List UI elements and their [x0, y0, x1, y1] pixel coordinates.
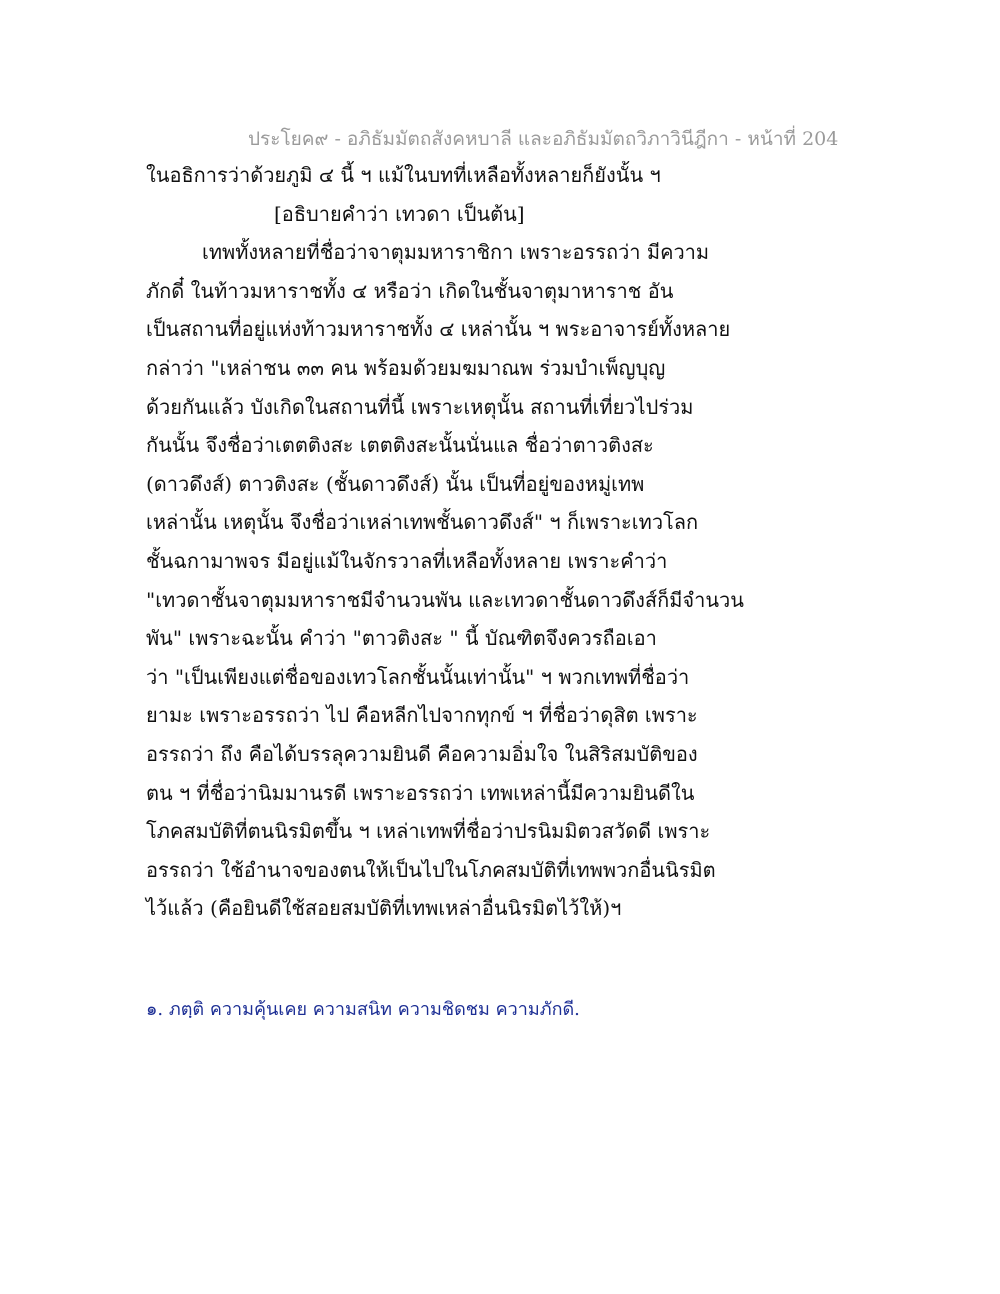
text-line: ยามะ เพราะอรรถว่า ไป คือหลีกไปจากทุกข์ ฯ ที่ชื่อว่าดุสิต เพราะ	[146, 703, 698, 728]
text-line: ไว้แล้ว (คือยินดีใช้สอยสมบัติที่เทพเหล่าอื่นนิรมิตไว้ให้)ฯ	[146, 896, 622, 921]
text-line: ตน ฯ ที่ชื่อว่านิมมานรดี เพราะอรรถว่า เทพเหล่านี้มีความยินดีใน	[146, 780, 695, 805]
text-line: ชั้นฉกามาพจร มีอยู่แม้ในจักรวาลที่เหลือทั้งหลาย เพราะคำว่า	[146, 548, 668, 573]
text-line: กล่าว่า "เหล่าชน ๓๓ คน พร้อมด้วยมฆมาณพ ร่วมบำเพ็ญบุญ	[146, 355, 666, 380]
text-line: ภักดี๋ ในท้าวมหาราชทั้ง ๔ หรือว่า เกิดในชั้นจาตุมาหาราช อัน	[146, 278, 674, 303]
text-line: ในอธิการว่าด้วยภูมิ ๔ นี้ ฯ แม้ในบทที่เหลือทั้งหลายก็ยังนั้น ฯ	[146, 163, 661, 187]
running-header: ประโยค๙ - อภิธัมมัตถสังคหบาลี และอภิธัมมัตถวิภาวินีฎีกา - หน้าที่ 204	[248, 128, 839, 150]
text-line: โภคสมบัติที่ตนนิรมิตขึ้น ฯ เหล่าเทพที่ชื่อว่าปรนิมมิตวสวัดดี เพราะ	[146, 819, 711, 844]
text-line: อรรถว่า ใช้อำนาจของตนให้เป็นไปในโภคสมบัติที่เทพพวกอื่นนิรมิต	[146, 857, 716, 882]
text-line: ว่า "เป็นเพียงแต่ชื่อของเทวโลกชั้นนั้นเท่านั้น" ฯ พวกเทพที่ชื่อว่า	[146, 664, 690, 689]
text-line: อรรถว่า ถึง คือได้บรรลุความยินดี คือความอิ่มใจ ในสิริสมบัติของ	[146, 741, 698, 766]
section-subheading: [อธิบายคำว่า เทวดา เป็นต้น]	[274, 201, 525, 226]
text-line: กันนั้น จึงชื่อว่าเตตติงสะ เตตติงสะนั้นนั่นแล ชื่อว่าตาวติงสะ	[146, 433, 654, 458]
text-line: "เทวดาชั้นจาตุมมหาราชมีจำนวนพัน และเทวดาชั้นดาวดึงส์ก็มีจำนวน	[146, 587, 744, 612]
text-line: เป็นสถานที่อยู่แห่งท้าวมหาราชทั้ง ๔ เหล่านั้น ฯ พระอาจารย์ทั้งหลาย	[146, 317, 731, 342]
text-line: (ดาวดึงส์) ตาวติงสะ (ชั้นดาวดึงส์) นั้น เป็นที่อยู่ของหมู่เทพ	[146, 471, 645, 496]
body-text	[146, 158, 886, 930]
text-line: ด้วยกันแล้ว บังเกิดในสถานที่นี้ เพราะเหตุนั้น สถานที่เที่ยวไปร่วม	[146, 394, 694, 419]
text-line: พัน" เพราะฉะนั้น คำว่า "ตาวติงสะ " นี้ บัณฑิตจึงควรถือเอา	[146, 626, 657, 651]
text-line: เหล่านั้น เหตุนั้น จึงชื่อว่าเหล่าเทพชั้นดาวดึงส์" ฯ ก็เพราะเทวโลก	[146, 510, 699, 535]
footnote: ๑. ภตฺติ ความคุ้นเคย ความสนิท ความชิดชม ความภักดี.	[146, 999, 580, 1020]
text-line: เทพทั้งหลายที่ชื่อว่าจาตุมมหาราชิกา เพราะอรรถว่า มีความ	[202, 240, 710, 265]
